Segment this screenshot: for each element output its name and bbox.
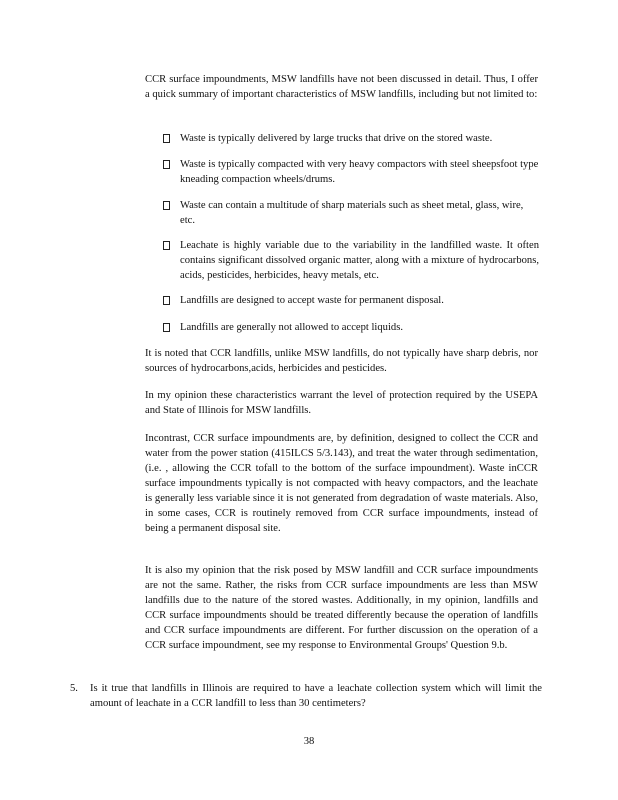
bullet-box-icon	[163, 293, 173, 310]
bullet-text: Waste is typically delivered by large trucks that drive on the stored waste.	[180, 133, 493, 144]
question-item	[70, 681, 542, 711]
bullet-box-icon	[163, 198, 173, 215]
bullet-text: Landfills are generally not allowed to accept liquids.	[180, 322, 403, 333]
question-number: 5.	[70, 683, 78, 694]
intro-paragraph: CCR surface impoundments, MSW landfills have not been discussed in detail. Thus, I offer a quick summary of important characteristics of MSW landfills, including but not limited to:	[145, 74, 538, 100]
bullet-item	[163, 131, 539, 146]
page-number: 38	[303, 736, 315, 747]
bullet-item	[163, 238, 539, 283]
bullet-box-icon	[163, 131, 173, 148]
bullet-box-icon	[163, 320, 173, 337]
bullet-box-icon	[163, 238, 173, 255]
body-paragraph: It is noted that CCR landfills, unlike MSW landfills, do not typically have sharp debris, nor sources of hydrocarbons,acids, herbicides and pesticides.	[145, 348, 538, 374]
bullet-text: Waste is typically compacted with very heavy compactors with steel sheepsfoot type kneading compaction wheels/drums.	[180, 159, 539, 185]
bullet-item	[163, 293, 539, 308]
bullet-item	[163, 198, 539, 228]
bullet-item	[163, 320, 539, 335]
body-paragraph: Incontrast, CCR surface impoundments are, by definition, designed to collect the CCR and water from the power station (415ILCS 5/3.143), and treat the water through sedimentation, (i.e. , allowing the CCR tofall to the bottom of the surface impoundment). Waste inCCR surface impoundments typically is not compacted with heavy compactors, and the leachate is generally less variable since it is not generated from degradation of waste materials. Also, in some cases, CCR is routinely removed from CCR surface impoundments, instead of being a permanent disposal site.	[145, 433, 538, 534]
bullet-text: Landfills are designed to accept waste for permanent disposal.	[180, 295, 444, 306]
bullet-item	[163, 157, 539, 187]
body-paragraph: It is also my opinion that the risk posed by MSW landfill and CCR surface impoundments are not the same. Rather, the risks from CCR surface impoundments are less than MSW landfills due to the nature of the stored wastes. Additionally, in my opinion, landfills and CCR surface impoundments should be treated differently because the operation of landfills and CCR surface impoundments are different. For further discussion on the operation of a CCR surface impoundment, see my response to Environmental Groups' Question 9.b.	[145, 565, 538, 651]
bullet-box-icon	[163, 157, 173, 174]
bullet-text: Waste can contain a multitude of sharp materials such as sheet metal, glass, wire, etc.	[180, 200, 524, 226]
bullet-text: Leachate is highly variable due to the variability in the landfilled waste. It often contains significant dissolved organic matter, along with a mixture of hydrocarbons, acids, pesticides, herbicides, heavy metals, etc.	[180, 240, 539, 281]
body-paragraph: In my opinion these characteristics warrant the level of protection required by the USEPA and State of Illinois for MSW landfills.	[145, 390, 538, 416]
question-text: Is it true that landfills in Illinois are required to have a leachate collection system which will limit the amount of leachate in a CCR landfill to less than 30 centimeters?	[90, 683, 542, 709]
